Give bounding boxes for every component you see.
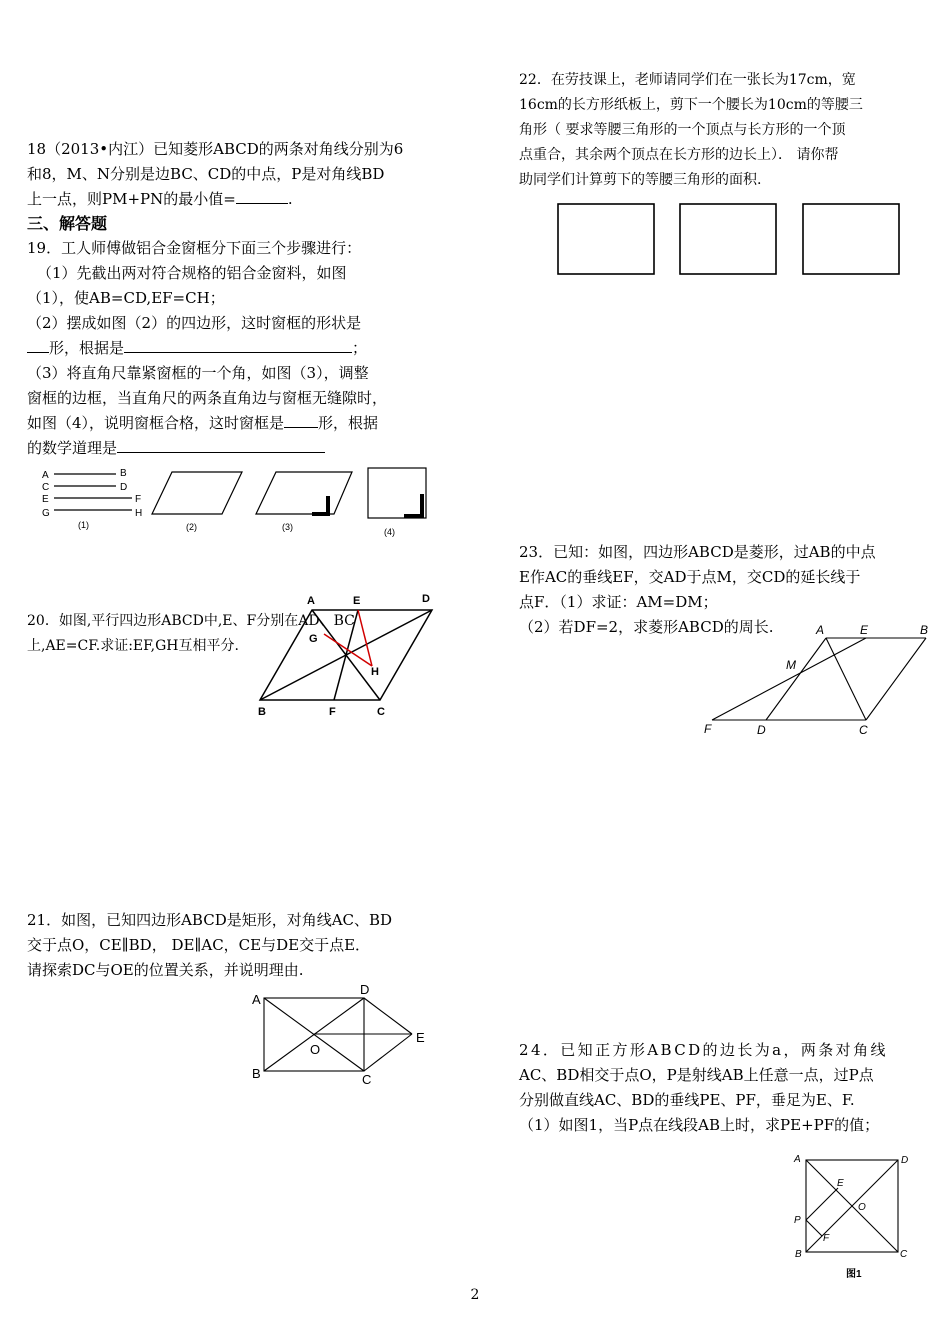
fig23-point-a: A [816,623,825,637]
q21-line3: 请探索DC与OE的位置关系，并说明理由. [27,961,304,979]
q22-rect-1 [558,204,654,274]
q18-line1: 18（2013•内江）已知菱形ABCD的两条对角线分别为6 [27,140,404,158]
fig23-point-d: D [757,723,766,737]
fig20-point-g: G [309,633,318,645]
q23-line2: E作AC的垂线EF，交AD于点M，交CD的延长线于 [519,568,861,586]
fig19-label-b: B [120,468,127,479]
q19-step3d: 的数学道理是 [27,436,437,461]
fig20-point-d: D [422,593,430,605]
q19-step2a: （2）摆成如图（2）的四边形，这时窗框的形状是 [27,314,362,332]
q24-line1: 24．已知正方形ABCD的边长为a，两条对角线 [519,1041,888,1059]
q24-line4: （1）如图1，当P点在线段AB上时，求PE+PF的值； [519,1116,880,1134]
fig19-label-c: C [42,482,50,493]
q18-line2: 和8，M、N分别是边BC、CD的中点，P是对角线BD [27,165,385,183]
fig20-point-h: H [371,666,379,678]
fig24-point-c: C [900,1249,908,1260]
q22-line4: 点重合，其余两个顶点在长方形的边长上）． 请你帮 [519,147,839,163]
q22-rectangles-figure [550,196,910,282]
q22-line1: 22．在劳技课上，老师请同学们在一张长为17cm，宽 [519,72,856,88]
fig23-point-b: B [920,623,929,637]
question-18 [27,137,437,212]
fig19-label-d: D [120,482,128,493]
fig20-point-f: F [329,706,336,718]
section-3-title: 三、解答题 [27,214,108,233]
fig24-point-d: D [901,1155,909,1166]
fig24-caption: 图1 [846,1269,862,1280]
fig21-point-c: C [362,1072,372,1087]
q24-square-figure [790,1150,920,1285]
fig19-label-h: H [135,508,143,519]
fig21-point-e: E [416,1030,425,1045]
fig19-caption-3: (3) [282,522,293,532]
q24-line2: AC、BD相交于点O，P是射线AB上任意一点，过P点 [519,1066,874,1084]
q24-line3: 分别做直线AC、BD的垂线PE、PF，垂足为E、F. [519,1091,855,1109]
fig23-point-f: F [704,722,712,736]
fig21-point-b: B [252,1066,261,1081]
fig24-point-o: O [858,1202,866,1213]
q22-line5: 助同学们计算剪下的等腰三角形的面积. [519,172,762,188]
fig24-point-p: P [794,1215,801,1226]
q23-line4: （2）若DF=2，求菱形ABCD的周长. [519,618,774,636]
q20-parallelogram-figure [250,590,440,720]
fig19-label-e: E [42,494,49,505]
fig24-point-b: B [795,1249,802,1260]
fig19-caption-2: (2) [186,522,197,532]
q22-line2: 16cm的长方形纸板上，剪下一个腰长为10cm的等腰三 [519,97,863,113]
question-21 [27,908,442,983]
fig20-point-e: E [353,595,361,607]
q20-line2: 上,AE=CF.求证:EF,GH互相平分. [27,638,239,654]
fig21-point-o: O [310,1042,321,1057]
q23-rhombus-figure [700,617,940,742]
q19-step3c: 如图（4），说明窗框合格，这时窗框是 形，根据 [27,414,379,432]
q23-line3: 点F．（1）求证：AM=DM； [519,593,718,611]
q23-line1: 23．已知：如图，四边形ABCD是菱形，过AB的中点 [519,543,876,561]
fig19-caption-1: (1) [78,520,89,530]
fig23-point-c: C [859,723,868,737]
q19-step1b: （1），使AB=CD,EF=CH； [27,289,225,307]
fig23-point-m: M [786,658,796,672]
fig19-caption-4: (4) [384,527,395,537]
fig24-point-e: E [837,1178,844,1189]
fig20-point-a: A [307,595,315,607]
q21-line2: 交于点O，CE∥BD， DE∥AC，CE与DE交于点E． [27,936,371,954]
q19-step3b: 窗框的边框，当直角尺的两条直角边与窗框无缝隙时， [27,389,388,407]
fig23-point-e: E [860,623,869,637]
fig21-point-d: D [360,982,370,997]
fig20-point-c: C [377,706,385,718]
fig19-label-g: G [42,508,50,519]
fig19-label-a: A [42,470,49,481]
page-number: 2 [470,1287,480,1303]
q21-line1: 21．如图，已知四边形ABCD是矩形，对角线AC、BD [27,911,393,929]
q22-line3: 角形（ 要求等腰三角形的一个顶点与长方形的一个顶 [519,122,846,138]
fig21-point-a: A [252,992,261,1007]
q19-intro: 19．工人师傅做铝合金窗框分下面三个步骤进行： [27,239,362,257]
q19-step1a: （1）先截出两对符合规格的铝合金窗料，如图 [37,264,347,282]
fig24-point-a: A [794,1154,801,1165]
question-24 [519,1038,931,1138]
fig19-label-f: F [135,494,142,505]
q22-rect-3 [803,204,899,274]
fig24-point-f: F [823,1233,830,1244]
q19-window-figure [34,462,444,540]
q19-step3a: （3）将直角尺靠紧窗框的一个角，如图（3），调整 [27,364,369,382]
q18-line3: 上一点，则PM+PN的最小值= . [27,190,293,208]
question-19 [27,236,437,461]
q22-rect-2 [680,204,776,274]
q21-rectangle-figure [248,980,438,1090]
question-22 [519,68,929,193]
fig20-point-b: B [258,706,266,718]
q19-step2b: 形，根据是 ； [27,336,437,361]
q20-line1: 20．如图,平行四边形ABCD中,E、F分别在AD、BC [27,613,355,629]
